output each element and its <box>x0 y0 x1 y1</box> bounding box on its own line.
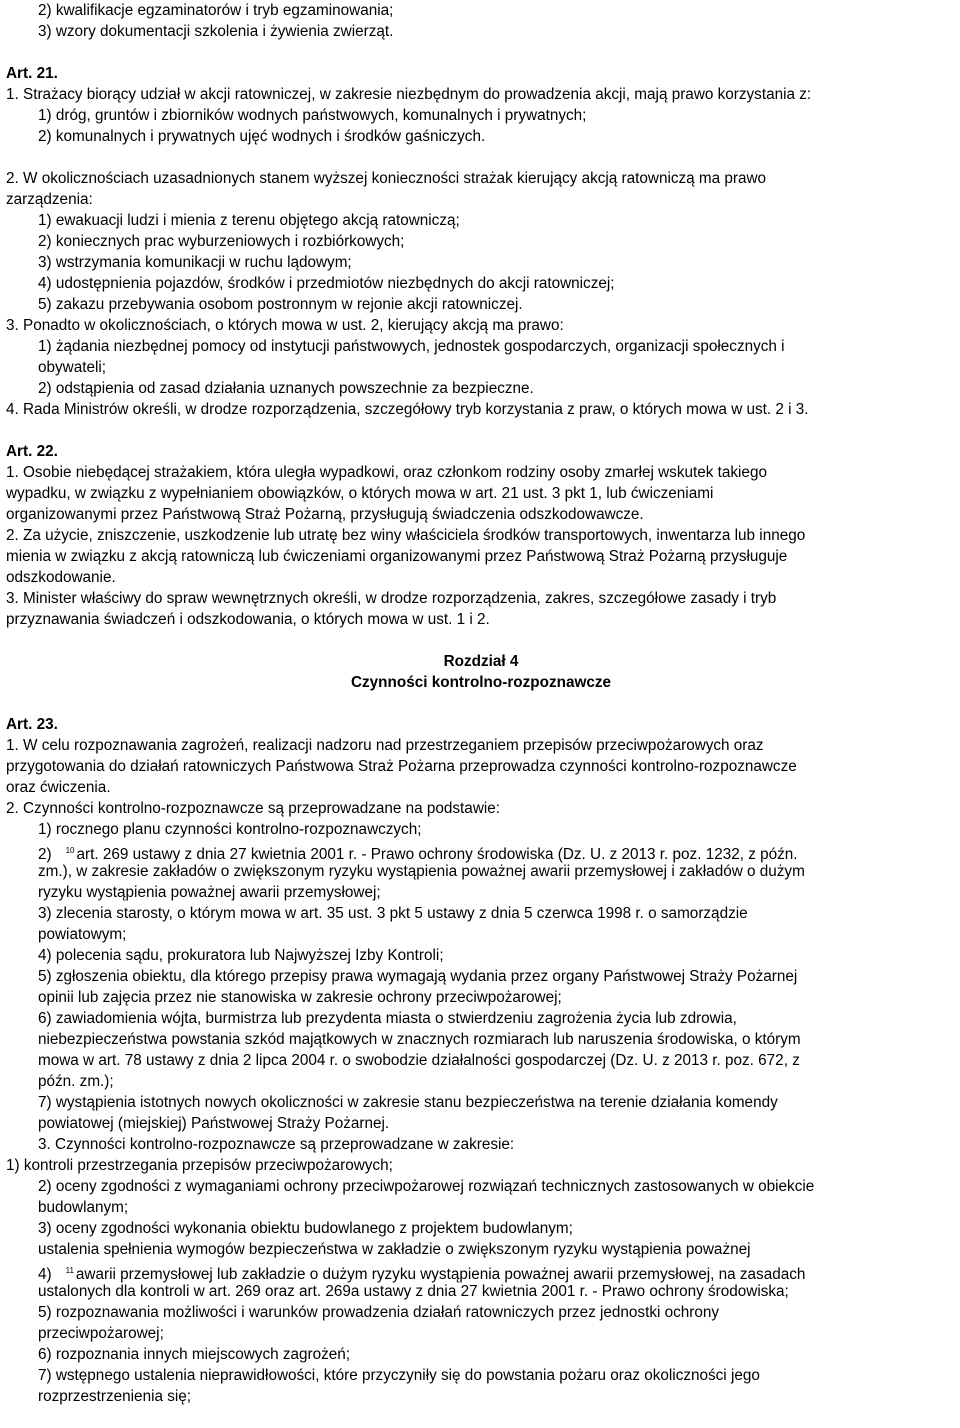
text-line: 3) oceny zgodności wykonania obiektu budowlanego z projektem budowlanym; <box>38 1220 573 1237</box>
text-line: budowlanym; <box>38 1199 129 1216</box>
text-line: 2) kwalifikacje egzaminatorów i tryb egzaminowania; <box>38 2 394 19</box>
paragraph-line: odszkodowanie. <box>6 569 116 586</box>
text-line-with-footnote <box>6 1260 956 1281</box>
item-label: 2) <box>38 846 52 863</box>
blank-line <box>6 42 956 63</box>
item-text: awarii przemysłowej lub zakładzie o dużym ryzyku wystąpienia poważnej awarii przemysłowej, na zasadach <box>75 1266 806 1283</box>
text-line <box>6 1407 956 1428</box>
document-page <box>6 0 956 1428</box>
footnote-marker: 11 <box>65 1266 74 1275</box>
text-line: ustalenia spełnienia wymogów bezpieczeństwa w zakładzie o zwiększonym ryzyku wystąpienia poważnej <box>38 1241 751 1258</box>
blank-line <box>6 147 956 168</box>
paragraph-line: 2. Czynności kontrolno-rozpoznawcze są przeprowadzane na podstawie: <box>6 800 501 817</box>
text-line: 7) wystąpienia istotnych nowych okoliczności w zakresie stanu bezpieczeństwa na terenie działania komendy <box>38 1094 778 1111</box>
text-line: 3) zlecenia starosty, o którym mowa w art. 35 ust. 3 pkt 5 ustawy z dnia 5 czerwca 1998 r. o samorządzie <box>38 905 748 922</box>
paragraph-line: 1. Strażacy biorący udział w akcji ratowniczej, w zakresie niezbędnym do prowadzenia akcji, mają prawo korzystania z: <box>6 86 812 103</box>
text-line: powiatowym; <box>38 926 127 943</box>
text-line: przeciwpożarowej; <box>38 1325 164 1342</box>
item-label: 4) <box>38 1266 52 1283</box>
text-line: opinii lub zajęcia przez nie stanowiska w zakresie ochrony przeciwpożarowej; <box>38 989 562 1006</box>
text-line-with-footnote <box>6 840 956 861</box>
text-line: 2) koniecznych prac wyburzeniowych i rozbiórkowych; <box>38 233 405 250</box>
paragraph-line: oraz ćwiczenia. <box>6 779 111 796</box>
text-line: 2) oceny zgodności z wymaganiami ochrony przeciwpożarowej rozwiązań technicznych zastosowanych w obiekcie <box>38 1178 815 1195</box>
paragraph-line: 2. Za użycie, zniszczenie, uszkodzenie lub utratę bez winy właściciela środków transportowych, inwentarza lub innego <box>6 527 806 544</box>
item-text: art. 269 ustawy z dnia 27 kwietnia 2001 r. - Prawo ochrony środowiska (Dz. U. z 2013 r. poz. 1232, z późn. <box>76 846 798 863</box>
text-line: powiatowej (miejskiej) Państwowej Straży Pożarnej. <box>38 1115 390 1132</box>
text-line: 4) polecenia sądu, prokuratora lub Najwyższej Izby Kontroli; <box>38 947 444 964</box>
paragraph-line: przyznawania świadczeń i odszkodowania, o których mowa w ust. 1 i 2. <box>6 611 490 628</box>
text-line: 5) zakazu przebywania osobom postronnym w rejonie akcji ratowniczej. <box>38 296 523 313</box>
article-heading: Art. 23. <box>6 716 58 733</box>
text-line: 1) rocznego planu czynności kontrolno-rozpoznawczych; <box>38 821 422 838</box>
text-line: 3. Czynności kontrolno-rozpoznawcze są przeprowadzane w zakresie: <box>38 1136 515 1153</box>
text-line: mowa w art. 78 ustawy z dnia 2 lipca 2004 r. o swobodzie działalności gospodarczej (Dz. U. z 2013 r. poz. 672, z <box>38 1052 800 1069</box>
text-line: 1) żądania niezbędnej pomocy od instytucji państwowych, jednostek gospodarczych, organizacji społecznych i <box>38 338 785 355</box>
text-line: 1) dróg, gruntów i zbiorników wodnych państwowych, komunalnych i prywatnych; <box>38 107 587 124</box>
paragraph-line: przygotowania do działań ratowniczych Państwowa Straż Pożarna przeprowadza czynności kontrolno-rozpoznawcze <box>6 758 797 775</box>
article-heading: Art. 22. <box>6 443 58 460</box>
text-line: obywateli; <box>38 359 107 376</box>
text-line: 4) udostępnienia pojazdów, środków i przedmiotów niezbędnych do akcji ratowniczej; <box>38 275 615 292</box>
footnote-marker: 10 <box>65 846 75 855</box>
text-line: 2) komunalnych i prywatnych ujęć wodnych i środków gaśniczych. <box>38 128 486 145</box>
paragraph-line: wypadku, w związku z wypełnianiem obowiązków, o których mowa w art. 21 ust. 3 pkt 1, lub ćwiczeniami <box>6 485 714 502</box>
text-line: 5) zgłoszenia obiektu, dla którego przepisy prawa wymagają wydania przez organy Państwowej Straży Pożarnej <box>38 968 798 985</box>
blank-line <box>6 693 956 714</box>
text-line: 6) rozpoznania innych miejscowych zagrożeń; <box>38 1346 351 1363</box>
paragraph-line: 3. Ponadto w okolicznościach, o których mowa w ust. 2, kierujący akcją ma prawo: <box>6 317 564 334</box>
paragraph-line: 1. W celu rozpoznawania zagrożeń, realizacji nadzoru nad przestrzeganiem przepisów przeciwpożarowych oraz <box>6 737 764 754</box>
text-line: niebezpieczeństwa powstania szkód majątkowych w znacznych rozmiarach lub naruszenia środowiska, o którym <box>38 1031 801 1048</box>
paragraph-line: 3. Minister właściwy do spraw wewnętrznych określi, w drodze rozporządzenia, zakres, szczegółowe zasady i tryb <box>6 590 777 607</box>
paragraph-line: 1) kontroli przestrzegania przepisów przeciwpożarowych; <box>6 1157 393 1174</box>
text-line: 3) wzory dokumentacji szkolenia i żywienia zwierząt. <box>38 23 394 40</box>
article-heading: Art. 21. <box>6 65 58 82</box>
text-line: 5) rozpoznawania możliwości i warunków prowadzenia działań ratowniczych przez jednostki ochrony <box>38 1304 720 1321</box>
text-line: ustalonych dla kontroli w art. 269 oraz art. 269a ustawy z dnia 27 kwietnia 2001 r. - Prawo ochrony środowiska; <box>38 1283 789 1300</box>
paragraph-line: 4. Rada Ministrów określi, w drodze rozporządzenia, szczegółowy tryb korzystania z praw, o których mowa w ust. 2 i 3. <box>6 401 809 418</box>
chapter-title: Czynności kontrolno-rozpoznawcze <box>350 674 612 691</box>
blank-line <box>6 420 956 441</box>
text-line: 1) ewakuacji ludzi i mienia z terenu objętego akcją ratowniczą; <box>38 212 460 229</box>
paragraph-line: zarządzenia: <box>6 191 93 208</box>
text-line: 7) wstępnego ustalenia nieprawidłowości, które przyczyniły się do powstania pożaru oraz okoliczności jego <box>38 1367 760 1384</box>
paragraph-line: mienia w związku z akcją ratowniczą lub ćwiczeniami organizowanymi przez Państwową Straż Pożarną przysługuje <box>6 548 788 565</box>
text-line: późn. zm.); <box>38 1073 114 1090</box>
text-line: zm.), w zakresie zakładów o zwiększonym ryzyku wystąpienia poważnej awarii przemysłowej i zakładów o dużym <box>38 863 805 880</box>
text-line: 2) odstąpienia od zasad działania uznanych powszechnie za bezpieczne. <box>38 380 534 397</box>
paragraph-line: 2. W okolicznościach uzasadnionych stanem wyższej konieczności strażak kierujący akcją ratowniczą ma prawo <box>6 170 767 187</box>
blank-line <box>6 630 956 651</box>
text-line: ryzyku wystąpienia poważnej awarii przemysłowej; <box>38 884 381 901</box>
paragraph-line: 1. Osobie niebędącej strażakiem, która uległa wypadkowi, oraz członkom rodziny osoby zmarłej wskutek takiego <box>6 464 767 481</box>
text-line: 3) wstrzymania komunikacji w ruchu lądowym; <box>38 254 352 271</box>
chapter-number: Rozdział 4 <box>443 653 519 670</box>
text-line: rozprzestrzenienia się; <box>38 1388 192 1405</box>
text-line: 6) zawiadomienia wójta, burmistrza lub prezydenta miasta o stwierdzeniu zagrożenia życia lub zdrowia, <box>38 1010 737 1027</box>
paragraph-line: organizowanymi przez Państwową Straż Pożarną, przysługują świadczenia odszkodowawcze. <box>6 506 644 523</box>
